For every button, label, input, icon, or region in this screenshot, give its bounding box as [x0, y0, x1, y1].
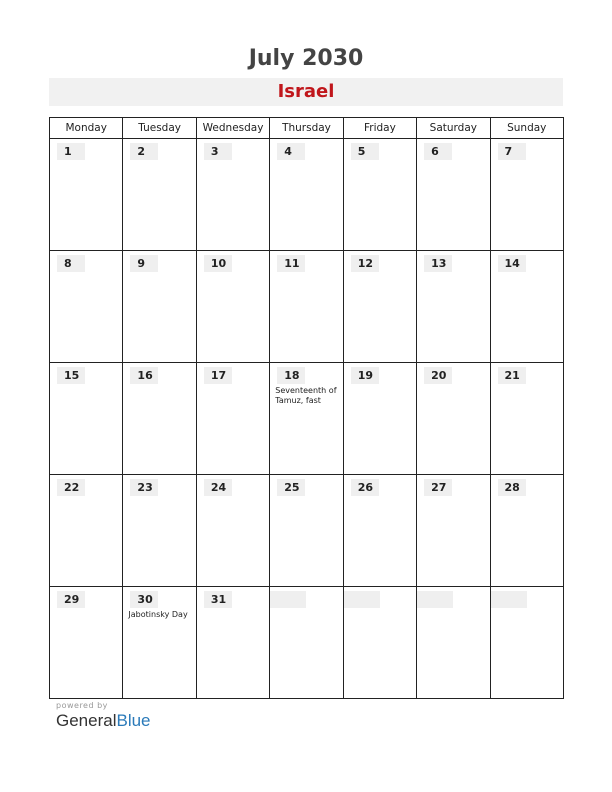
- day-number: 31: [204, 591, 232, 608]
- day-cell: [123, 139, 196, 251]
- day-cell: [417, 587, 490, 699]
- day-cell: [343, 251, 416, 363]
- day-cell: [343, 475, 416, 587]
- day-cell: [50, 139, 123, 251]
- day-cell: [270, 251, 343, 363]
- day-number: 1: [57, 143, 85, 160]
- day-cell: [123, 587, 196, 699]
- calendar-grid: [49, 117, 564, 699]
- day-number: 6: [424, 143, 452, 160]
- day-cell: [50, 475, 123, 587]
- day-number: 27: [424, 479, 452, 496]
- day-number: [270, 591, 306, 608]
- day-number: 30: [130, 591, 158, 608]
- day-number: 15: [57, 367, 85, 384]
- weekday-header: Saturday: [417, 118, 490, 139]
- weekday-header: Thursday: [270, 118, 343, 139]
- day-number: 21: [498, 367, 526, 384]
- brand-blue: Blue: [116, 711, 151, 730]
- day-cell: [196, 587, 269, 699]
- day-cell: [343, 363, 416, 475]
- weekday-header: Friday: [343, 118, 416, 139]
- day-cell: [417, 363, 490, 475]
- day-cell: [270, 475, 343, 587]
- page-title: July 2030: [248, 46, 364, 71]
- day-number: 8: [57, 255, 85, 272]
- footer: [56, 701, 151, 731]
- day-cell: [123, 475, 196, 587]
- day-cell: [196, 363, 269, 475]
- day-number: 29: [57, 591, 85, 608]
- day-cell: [50, 587, 123, 699]
- weekday-header: Sunday: [490, 118, 563, 139]
- day-cell: [417, 251, 490, 363]
- day-number: 9: [130, 255, 158, 272]
- day-cell: [490, 475, 563, 587]
- day-cell: [417, 475, 490, 587]
- day-cell: [490, 139, 563, 251]
- week-row: [50, 587, 564, 699]
- day-cell: [50, 251, 123, 363]
- day-number: [491, 591, 527, 608]
- day-number: 19: [351, 367, 379, 384]
- day-cell: [50, 363, 123, 475]
- day-number: 25: [277, 479, 305, 496]
- generalblue-logo[interactable]: [56, 711, 151, 731]
- week-row: [50, 475, 564, 587]
- day-number: 18: [277, 367, 305, 384]
- day-number: 23: [130, 479, 158, 496]
- day-number: 7: [498, 143, 526, 160]
- day-cell: [343, 587, 416, 699]
- day-cell: [123, 251, 196, 363]
- day-cell: [490, 363, 563, 475]
- week-row: [50, 139, 564, 251]
- day-number: 14: [498, 255, 526, 272]
- day-cell: [490, 587, 563, 699]
- day-number: 28: [498, 479, 526, 496]
- day-cell: [270, 139, 343, 251]
- holiday-label: Jabotinsky Day: [128, 610, 188, 619]
- day-number: 12: [351, 255, 379, 272]
- weekday-header-row: [50, 118, 564, 139]
- day-cell: [196, 139, 269, 251]
- week-row: [50, 251, 564, 363]
- day-number: 3: [204, 143, 232, 160]
- day-cell: [270, 363, 343, 475]
- holiday-label: Seventeenth of Tamuz, fast: [275, 386, 337, 405]
- day-number: 10: [204, 255, 232, 272]
- country-title: Israel: [49, 78, 563, 106]
- day-cell: [490, 251, 563, 363]
- day-number: 11: [277, 255, 305, 272]
- day-number: 20: [424, 367, 452, 384]
- day-number: 5: [351, 143, 379, 160]
- day-number: [344, 591, 380, 608]
- weekday-header: Wednesday: [196, 118, 269, 139]
- day-number: 2: [130, 143, 158, 160]
- day-number: 4: [277, 143, 305, 160]
- brand-general: General: [56, 711, 117, 730]
- day-cell: [343, 139, 416, 251]
- day-number: 16: [130, 367, 158, 384]
- week-row: [50, 363, 564, 475]
- day-number: [417, 591, 453, 608]
- powered-by-text: powered by: [56, 701, 108, 710]
- day-number: 24: [204, 479, 232, 496]
- calendar-body: [50, 139, 564, 699]
- day-cell: [417, 139, 490, 251]
- day-cell: [196, 475, 269, 587]
- day-number: 26: [351, 479, 379, 496]
- day-number: 13: [424, 255, 452, 272]
- day-cell: [196, 251, 269, 363]
- day-cell: [123, 363, 196, 475]
- day-cell: [270, 587, 343, 699]
- weekday-header: Tuesday: [123, 118, 196, 139]
- day-number: 22: [57, 479, 85, 496]
- day-number: 17: [204, 367, 232, 384]
- weekday-header: Monday: [50, 118, 123, 139]
